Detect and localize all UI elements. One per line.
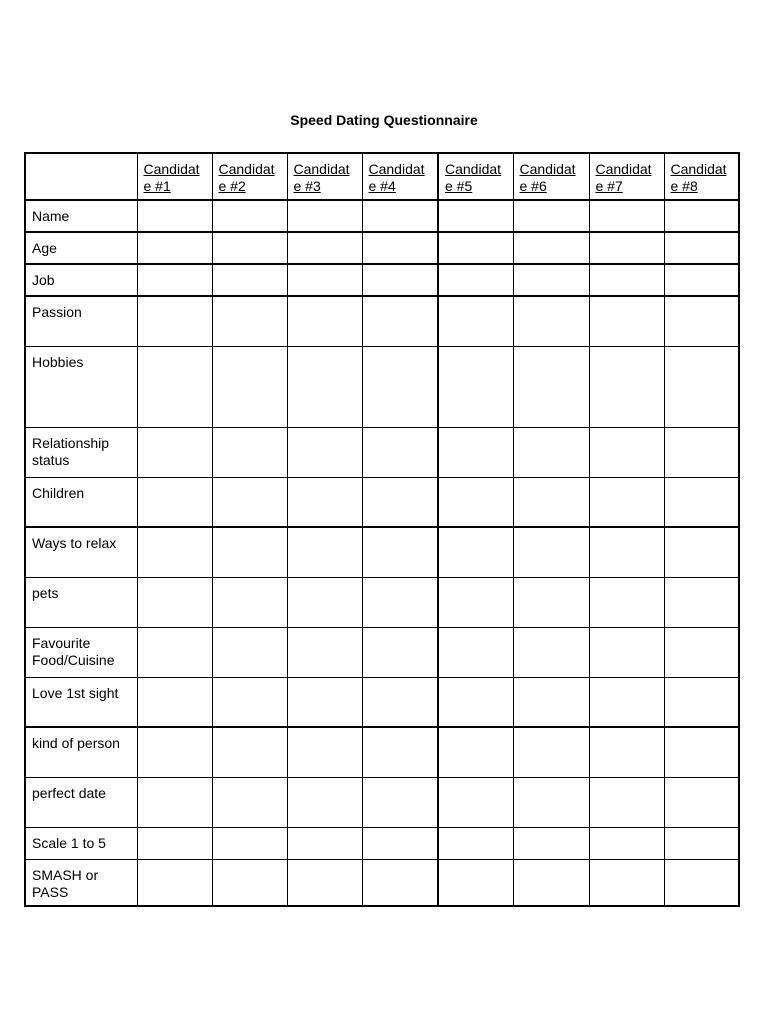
answer-cell-candidate-4[interactable]	[362, 427, 438, 477]
answer-cell-candidate-6[interactable]	[513, 627, 589, 677]
row-label: SMASH or PASS	[32, 866, 99, 900]
answer-cell-candidate-2[interactable]	[212, 677, 287, 727]
answer-cell-candidate-5[interactable]	[438, 777, 513, 827]
answer-cell-candidate-6[interactable]	[513, 346, 589, 427]
table-row	[25, 527, 739, 577]
answer-cell-candidate-2[interactable]	[212, 827, 287, 859]
answer-cell-candidate-7[interactable]	[589, 627, 664, 677]
row-header-smash-or-pass	[25, 859, 137, 906]
answer-cell-candidate-4[interactable]	[362, 232, 438, 264]
answer-cell-candidate-4[interactable]	[362, 477, 438, 527]
answer-cell-candidate-5[interactable]	[438, 727, 513, 777]
answer-cell-candidate-5[interactable]	[438, 264, 513, 296]
column-header-candidate-3	[287, 153, 362, 200]
answer-cell-candidate-6[interactable]	[513, 827, 589, 859]
answer-cell-candidate-7[interactable]	[589, 346, 664, 427]
answer-cell-candidate-7[interactable]	[589, 727, 664, 777]
row-label: Passion	[32, 304, 82, 320]
column-header-candidate-1	[137, 153, 212, 200]
answer-cell-candidate-6[interactable]	[513, 200, 589, 232]
answer-cell-candidate-8[interactable]	[664, 727, 739, 777]
answer-cell-candidate-1[interactable]	[137, 527, 212, 577]
answer-cell-candidate-1[interactable]	[137, 627, 212, 677]
column-header-candidate-5	[438, 153, 513, 200]
answer-cell-candidate-6[interactable]	[513, 264, 589, 296]
row-label: Name	[32, 208, 70, 224]
answer-cell-candidate-4[interactable]	[362, 677, 438, 727]
answer-cell-candidate-1[interactable]	[137, 264, 212, 296]
answer-cell-candidate-1[interactable]	[137, 777, 212, 827]
answer-cell-candidate-1[interactable]	[137, 727, 212, 777]
answer-cell-candidate-2[interactable]	[212, 727, 287, 777]
answer-cell-candidate-3[interactable]	[287, 296, 362, 346]
answer-cell-candidate-3[interactable]	[287, 859, 362, 906]
table-row	[25, 264, 739, 296]
row-label: kind of person	[32, 735, 120, 751]
answer-cell-candidate-3[interactable]	[287, 677, 362, 727]
row-header-hobbies	[25, 346, 137, 427]
answer-cell-candidate-8[interactable]	[664, 827, 739, 859]
row-label: Relationship status	[32, 434, 110, 468]
table-row	[25, 346, 739, 427]
column-header-label: Candidate #5	[445, 161, 502, 194]
answer-cell-candidate-8[interactable]	[664, 527, 739, 577]
answer-cell-candidate-3[interactable]	[287, 827, 362, 859]
answer-cell-candidate-6[interactable]	[513, 527, 589, 577]
answer-cell-candidate-7[interactable]	[589, 477, 664, 527]
table-row	[25, 577, 739, 627]
answer-cell-candidate-2[interactable]	[212, 232, 287, 264]
answer-cell-candidate-3[interactable]	[287, 346, 362, 427]
answer-cell-candidate-6[interactable]	[513, 577, 589, 627]
column-header-candidate-8	[664, 153, 739, 200]
answer-cell-candidate-4[interactable]	[362, 264, 438, 296]
row-header-perfect-date	[25, 777, 137, 827]
answer-cell-candidate-4[interactable]	[362, 577, 438, 627]
answer-cell-candidate-5[interactable]	[438, 677, 513, 727]
column-header-label: Candidat e #1	[143, 161, 200, 194]
answer-cell-candidate-6[interactable]	[513, 296, 589, 346]
column-header-candidate-2	[212, 153, 287, 200]
answer-cell-candidate-3[interactable]	[287, 627, 362, 677]
row-header-love-1st-sight	[25, 677, 137, 727]
answer-cell-candidate-7[interactable]	[589, 777, 664, 827]
column-header-candidate-7	[589, 153, 664, 200]
answer-cell-candidate-3[interactable]	[287, 577, 362, 627]
answer-cell-candidate-7[interactable]	[589, 577, 664, 627]
answer-cell-candidate-5[interactable]	[438, 577, 513, 627]
answer-cell-candidate-1[interactable]	[137, 477, 212, 527]
answer-cell-candidate-6[interactable]	[513, 677, 589, 727]
answer-cell-candidate-2[interactable]	[212, 200, 287, 232]
row-header-job	[25, 264, 137, 296]
answer-cell-candidate-8[interactable]	[664, 859, 739, 906]
row-header-relationship-status	[25, 427, 137, 477]
table-row	[25, 727, 739, 777]
answer-cell-candidate-3[interactable]	[287, 777, 362, 827]
column-header-label: Candidate #7	[595, 161, 652, 194]
column-header-candidate-4	[362, 153, 438, 200]
answer-cell-candidate-1[interactable]	[137, 232, 212, 264]
answer-cell-candidate-3[interactable]	[287, 727, 362, 777]
answer-cell-candidate-8[interactable]	[664, 232, 739, 264]
column-header-label: Candidate #8	[670, 161, 727, 194]
answer-cell-candidate-8[interactable]	[664, 627, 739, 677]
answer-cell-candidate-2[interactable]	[212, 427, 287, 477]
row-header-pets	[25, 577, 137, 627]
answer-cell-candidate-5[interactable]	[438, 627, 513, 677]
answer-cell-candidate-8[interactable]	[664, 296, 739, 346]
answer-cell-candidate-5[interactable]	[438, 827, 513, 859]
table-row	[25, 427, 739, 477]
answer-cell-candidate-1[interactable]	[137, 427, 212, 477]
row-header-kind-of-person	[25, 727, 137, 777]
corner-cell	[25, 153, 137, 200]
row-label: Ways to relax	[32, 535, 117, 551]
answer-cell-candidate-2[interactable]	[212, 859, 287, 906]
answer-cell-candidate-8[interactable]	[664, 200, 739, 232]
table-row	[25, 859, 739, 906]
row-header-favourite-food-cuisine	[25, 627, 137, 677]
row-label: Scale 1 to 5	[32, 834, 106, 851]
row-label: Love 1st sight	[32, 684, 119, 701]
table-row	[25, 296, 739, 346]
answer-cell-candidate-1[interactable]	[137, 859, 212, 906]
answer-cell-candidate-1[interactable]	[137, 346, 212, 427]
row-header-scale-1-to-5	[25, 827, 137, 859]
answer-cell-candidate-3[interactable]	[287, 527, 362, 577]
answer-cell-candidate-4[interactable]	[362, 827, 438, 859]
answer-cell-candidate-4[interactable]	[362, 527, 438, 577]
answer-cell-candidate-3[interactable]	[287, 232, 362, 264]
answer-cell-candidate-4[interactable]	[362, 200, 438, 232]
answer-cell-candidate-5[interactable]	[438, 346, 513, 427]
answer-cell-candidate-7[interactable]	[589, 527, 664, 577]
row-label: Age	[32, 240, 57, 256]
answer-cell-candidate-8[interactable]	[664, 777, 739, 827]
answer-cell-candidate-8[interactable]	[664, 346, 739, 427]
table-row	[25, 777, 739, 827]
row-header-children	[25, 477, 137, 527]
answer-cell-candidate-5[interactable]	[438, 232, 513, 264]
answer-cell-candidate-8[interactable]	[664, 427, 739, 477]
table-row	[25, 677, 739, 727]
header-row	[25, 153, 739, 200]
answer-cell-candidate-4[interactable]	[362, 727, 438, 777]
answer-cell-candidate-3[interactable]	[287, 200, 362, 232]
answer-cell-candidate-2[interactable]	[212, 627, 287, 677]
table-row	[25, 827, 739, 859]
answer-cell-candidate-7[interactable]	[589, 232, 664, 264]
column-header-label: Candidate #3	[293, 161, 350, 194]
answer-cell-candidate-2[interactable]	[212, 296, 287, 346]
answer-cell-candidate-1[interactable]	[137, 296, 212, 346]
answer-cell-candidate-4[interactable]	[362, 296, 438, 346]
row-header-age	[25, 232, 137, 264]
questionnaire-table	[24, 152, 740, 907]
answer-cell-candidate-4[interactable]	[362, 859, 438, 906]
answer-cell-candidate-5[interactable]	[438, 527, 513, 577]
column-header-label: Candidate #2	[218, 161, 275, 194]
answer-cell-candidate-3[interactable]	[287, 264, 362, 296]
answer-cell-candidate-2[interactable]	[212, 477, 287, 527]
answer-cell-candidate-6[interactable]	[513, 859, 589, 906]
answer-cell-candidate-6[interactable]	[513, 232, 589, 264]
answer-cell-candidate-7[interactable]	[589, 264, 664, 296]
row-label: Favourite Food/Cuisine	[32, 634, 115, 668]
answer-cell-candidate-3[interactable]	[287, 427, 362, 477]
table-row	[25, 232, 739, 264]
table-row	[25, 627, 739, 677]
answer-cell-candidate-5[interactable]	[438, 859, 513, 906]
answer-cell-candidate-5[interactable]	[438, 427, 513, 477]
row-header-passion	[25, 296, 137, 346]
answer-cell-candidate-2[interactable]	[212, 527, 287, 577]
row-header-ways-to-relax	[25, 527, 137, 577]
answer-cell-candidate-5[interactable]	[438, 200, 513, 232]
row-label: perfect date	[32, 784, 106, 801]
column-header-label: Candidat e #6	[519, 161, 576, 194]
table-row	[25, 477, 739, 527]
answer-cell-candidate-6[interactable]	[513, 477, 589, 527]
answer-cell-candidate-1[interactable]	[137, 577, 212, 627]
answer-cell-candidate-2[interactable]	[212, 577, 287, 627]
answer-cell-candidate-5[interactable]	[438, 296, 513, 346]
answer-cell-candidate-4[interactable]	[362, 346, 438, 427]
answer-cell-candidate-7[interactable]	[589, 296, 664, 346]
table-row	[25, 200, 739, 232]
answer-cell-candidate-7[interactable]	[589, 427, 664, 477]
answer-cell-candidate-1[interactable]	[137, 677, 212, 727]
answer-cell-candidate-1[interactable]	[137, 200, 212, 232]
row-label: Job	[32, 272, 55, 288]
answer-cell-candidate-3[interactable]	[287, 477, 362, 527]
answer-cell-candidate-8[interactable]	[664, 577, 739, 627]
answer-cell-candidate-4[interactable]	[362, 627, 438, 677]
row-label: Children	[32, 484, 85, 501]
answer-cell-candidate-8[interactable]	[664, 677, 739, 727]
answer-cell-candidate-2[interactable]	[212, 346, 287, 427]
column-header-candidate-6	[513, 153, 589, 200]
answer-cell-candidate-7[interactable]	[589, 200, 664, 232]
page-title: Speed Dating Questionnaire	[290, 112, 478, 128]
answer-cell-candidate-4[interactable]	[362, 777, 438, 827]
answer-cell-candidate-7[interactable]	[589, 677, 664, 727]
answer-cell-candidate-1[interactable]	[137, 827, 212, 859]
row-label: pets	[32, 584, 59, 601]
answer-cell-candidate-5[interactable]	[438, 477, 513, 527]
answer-cell-candidate-8[interactable]	[664, 264, 739, 296]
column-header-label: Candidate #4	[368, 161, 425, 194]
answer-cell-candidate-7[interactable]	[589, 827, 664, 859]
answer-cell-candidate-2[interactable]	[212, 777, 287, 827]
answer-cell-candidate-2[interactable]	[212, 264, 287, 296]
answer-cell-candidate-6[interactable]	[513, 727, 589, 777]
answer-cell-candidate-7[interactable]	[589, 859, 664, 906]
row-label: Hobbies	[32, 353, 84, 370]
answer-cell-candidate-8[interactable]	[664, 477, 739, 527]
answer-cell-candidate-6[interactable]	[513, 427, 589, 477]
answer-cell-candidate-6[interactable]	[513, 777, 589, 827]
row-header-name	[25, 200, 137, 232]
